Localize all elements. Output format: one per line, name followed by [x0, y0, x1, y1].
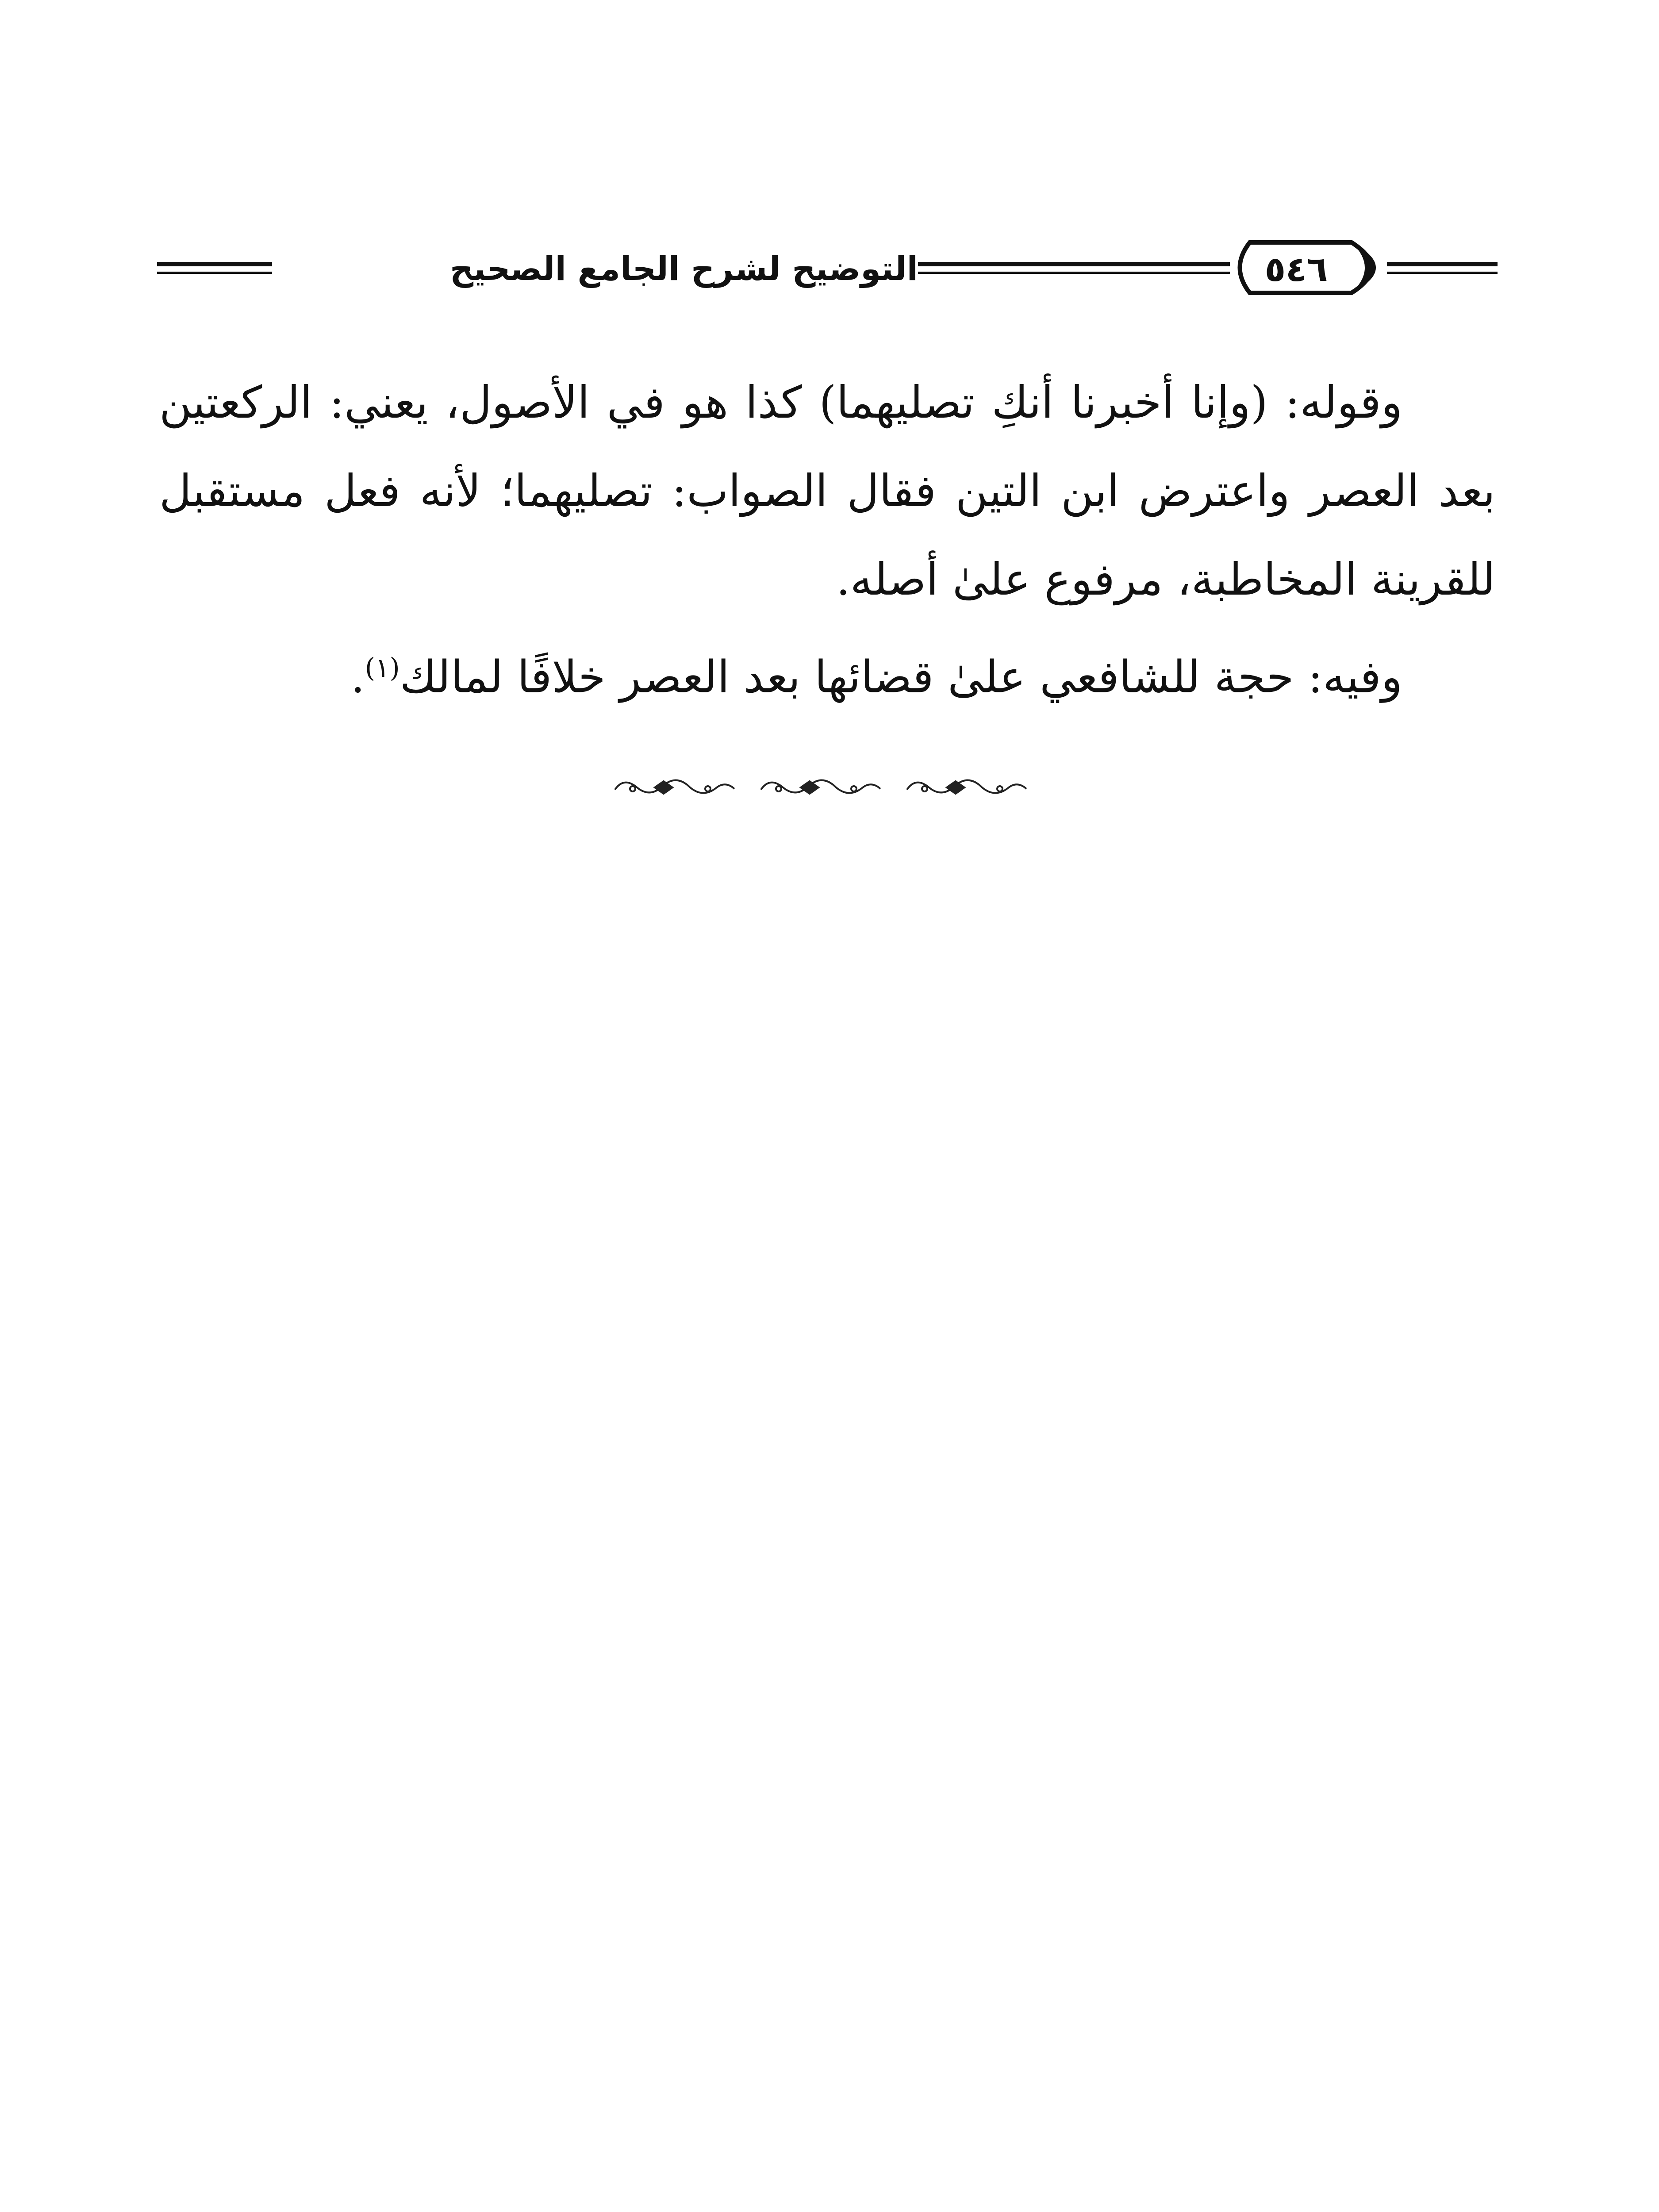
paragraph	[159, 624, 1495, 721]
running-header	[157, 230, 1498, 305]
main-text	[159, 358, 1495, 721]
paragraph-text: وقوله: (وإنا أخبرنا أنكِ تصليهما) كذا هو في الأصول، يعني: الركعتين بعد العصر واعترض ابن التين فقال الصواب: تصليهما؛ لأنه فعل مستقبل للقرينة المخاطبة، مرفوع علىٰ أصله.	[159, 376, 1495, 605]
paragraph-text: وفيه: حجة للشافعي علىٰ قضائها بعد العصر خلافًا لمالك	[399, 651, 1402, 703]
page-number: ٥٤٦	[1264, 250, 1328, 289]
floral-divider-icon	[606, 772, 1031, 803]
footnote-reference: (١)	[365, 653, 400, 684]
paragraph-end: .	[350, 651, 365, 703]
running-title: التوضيح لشرح الجامع الصحيح	[476, 242, 918, 296]
paragraph	[159, 358, 1495, 624]
